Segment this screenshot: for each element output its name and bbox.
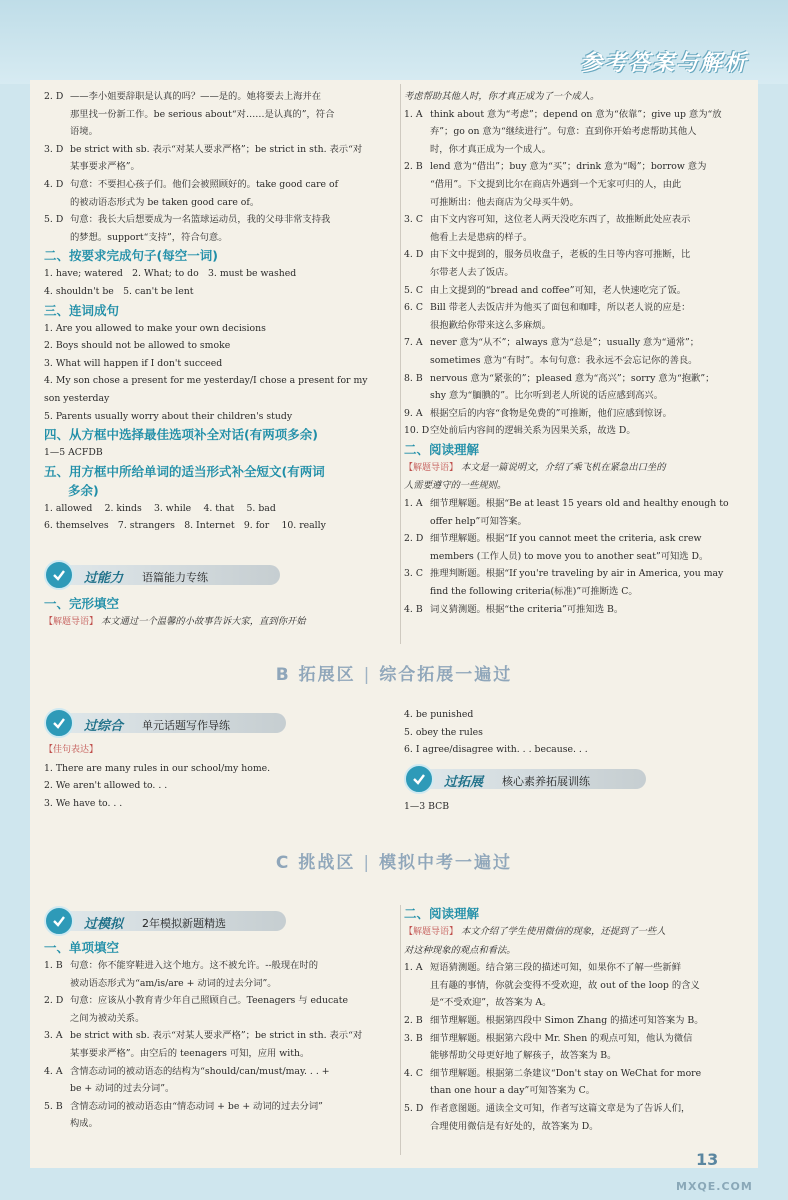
guide-text-2: 对这种现象的观点和看法。 <box>404 944 516 956</box>
header-title: 参考答案与解析 <box>579 51 748 76</box>
answer-number: 2. B <box>404 161 423 173</box>
answer-line: son yesterday <box>44 392 110 404</box>
section-title-single-choice: 一、单项填空 <box>44 940 120 955</box>
answer-line: 4. shouldn't be 5. can't be lent <box>44 285 194 297</box>
check-badge-icon <box>44 560 74 590</box>
guide-text: 本文通过一个温馨的小故事告诉大家，直到你开始 <box>100 616 306 627</box>
guide-tag: 【解题导语】 <box>44 617 99 627</box>
answer-line: 5. obey the rules <box>404 726 483 738</box>
answer-number: 2. D <box>44 91 64 102</box>
guide-tag: 【解题导语】 <box>404 462 459 473</box>
answer-number: 5. C <box>404 284 423 296</box>
guide-text-2: 人需要遵守的一些规则。 <box>404 480 507 492</box>
answer-number: 5. D <box>404 1102 424 1114</box>
cloze-guide <box>44 613 392 632</box>
banner-name: 过综合 <box>84 719 124 734</box>
answer-item <box>404 282 750 300</box>
right-column-top <box>404 88 750 618</box>
answer-lines <box>44 444 392 462</box>
answer-item <box>404 158 750 211</box>
section-title-dialogue: 四、从方框中选择最佳选项补全对话(有两项多余) <box>44 427 318 443</box>
answer-line: 3. We have to. . . <box>44 797 123 809</box>
zone-letter: C <box>275 853 291 873</box>
watermark-text: MXQE.COM <box>676 1180 753 1193</box>
extension-answer-text: 1—3 BCB <box>404 801 450 812</box>
answer-text: think about 意为“考虑”；depend on 意为“依靠”；give up 意为“放 <box>430 108 722 120</box>
banner-ability <box>44 560 284 590</box>
answer-text: 句意：我长大后想要成为一名篮球运动员，我的父母非常支持我 <box>70 214 331 226</box>
extension-answer <box>404 798 750 816</box>
answer-item <box>404 601 750 619</box>
answer-number: 3. D <box>44 143 64 155</box>
answer-text: 句意：不要担心孩子们。他们会被照顾好的。take good care of <box>70 178 339 190</box>
answer-text: 细节理解题。根据“If you cannot meet the criteria, ask crew <box>430 533 702 545</box>
answer-line: 1. There are many rules in our school/my home. <box>44 762 271 774</box>
column-divider-bottom <box>400 905 401 1155</box>
answer-text: 句意：你不能穿鞋进入这个地方。这不被允许。--般现在时的 <box>70 960 319 971</box>
section-title-cloze: 一、完形填空 <box>44 596 120 611</box>
banner-name: 过模拟 <box>84 917 124 932</box>
left-column-bottom <box>44 938 392 1133</box>
answer-text: 细节理解题。根据“Be at least 15 years old and healthy enough to <box>430 498 729 510</box>
answer-item <box>404 405 750 423</box>
answer-list <box>404 495 750 618</box>
answer-line: 2. Boys should not be allowed to smoke <box>44 340 231 352</box>
answer-number: 4. D <box>404 249 424 261</box>
answer-text: 由下文中提到的，服务员收盘子，老板的生日等内容可推断，比 <box>430 249 691 261</box>
guide-text-1: 本文是一篇说明文，介绍了乘飞机在紧急出口坐的 <box>460 461 666 473</box>
zone-slogan: 综合拓展一遍过 <box>379 665 513 685</box>
column-divider-top <box>400 84 401 644</box>
banner-name: 过能力 <box>84 571 124 586</box>
answer-item <box>404 530 750 565</box>
section-title-word-forms: 五、用方框中所给单词的适当形式补全短文(有两词 <box>44 463 325 479</box>
writing-guide-cont <box>404 706 750 759</box>
answer-text: 空处前后内容间的逻辑关系为因果关系，故选 D。 <box>430 425 636 437</box>
section-title-word-forms-cont: 多余) <box>68 482 99 498</box>
answer-item <box>44 211 392 246</box>
answer-number: 5. D <box>44 214 64 226</box>
answer-line: 5. Parents usually worry about their children's study <box>44 410 293 422</box>
section-title-sentence-building: 三、连词成句 <box>44 302 120 318</box>
banner-subtitle: 2年模拟新题精选 <box>142 917 226 930</box>
answer-text: “借用”。下文提到比尔在商店外遇到一个无家可归的人，由此 <box>430 178 682 190</box>
answer-text: 的被动语态形式为 be taken good care of。 <box>70 196 260 208</box>
banner-subtitle: 核心素养拓展训练 <box>502 775 590 788</box>
answer-text: members (工作人员) to move you to another seat”可知选 D。 <box>430 550 709 562</box>
answer-text: 细节理解题。根据第二条建议“Don't stay on WeChat for more <box>430 1067 702 1079</box>
answer-number: 1. B <box>44 960 63 971</box>
answer-number: 8. B <box>404 372 423 384</box>
answer-text: 某事要求严格”。 <box>70 161 140 173</box>
answer-number: 4. A <box>44 1065 63 1077</box>
answer-item <box>44 1063 392 1098</box>
answer-number: 4. D <box>44 178 64 190</box>
section-title-reading: 二、阅读理解 <box>404 441 480 457</box>
answer-list <box>404 959 750 1135</box>
answer-number: 7. A <box>404 337 423 349</box>
answer-line: 1. have; watered 2. What; to do 3. must be washed <box>44 268 297 280</box>
reading-guide-2 <box>404 923 750 959</box>
answer-text: 构成。 <box>70 1118 98 1130</box>
answer-item <box>44 88 392 141</box>
answer-text: than one hour a day”可知答案为 C。 <box>430 1085 596 1097</box>
answer-item <box>44 1027 392 1062</box>
answer-item <box>44 176 392 211</box>
banner-extension <box>404 764 644 794</box>
answer-text: 语境。 <box>70 126 98 138</box>
answer-line: 1—5 ACFDB <box>44 447 103 459</box>
answer-text: nervous 意为“紧张的”；pleased 意为“高兴”；sorry 意为“抱歉”； <box>430 372 715 384</box>
answer-list <box>404 106 750 440</box>
answer-line: 6. themselves 7. strangers 8. Internet 9. for 10. really <box>44 520 326 532</box>
check-badge-icon <box>44 708 74 738</box>
answer-number: 3. C <box>404 568 423 580</box>
zone-name: 拓展区 <box>298 665 356 685</box>
answer-text: 且有趣的事情，你就会变得不受欢迎，故 out of the loop 的含义 <box>430 979 700 991</box>
answer-text: ——李小姐要辞职是认真的吗？——是的。她将要去上海并在 <box>70 91 322 102</box>
answer-number: 4. C <box>404 1067 423 1079</box>
answer-item <box>404 1100 750 1135</box>
answer-text: 被动语态形式为“am/is/are + 动词的过去分词”。 <box>70 977 277 989</box>
good-sentence-tag: 【佳句表达】 <box>44 745 99 755</box>
answer-text: 句意：应该从小教育青少年自己照顾自己。Teenagers 与 educate <box>70 995 348 1007</box>
answer-text: 那里找一份新工作。be serious about“对……是认真的”，符合 <box>70 108 335 120</box>
guide-tag: 【解题导语】 <box>404 927 459 937</box>
answer-item <box>404 1030 750 1065</box>
answer-text: 他看上去是患病的样子。 <box>430 231 533 243</box>
writing-guide <box>44 742 392 812</box>
answer-number: 1. A <box>404 498 423 510</box>
answer-item <box>404 211 750 246</box>
answer-text: never 意为“从不”；always 意为“总是”；usually 意为“通常”； <box>430 337 700 349</box>
answer-number: 6. C <box>404 302 423 314</box>
banner-subtitle: 语篇能力专练 <box>142 571 208 584</box>
cloze-section <box>44 594 392 632</box>
answer-line: 1. Are you allowed to make your own decisions <box>44 322 266 334</box>
answer-text: 弃”；go on 意为“继续进行”。句意：直到你开始考虑帮助其他人 <box>430 126 697 138</box>
answer-text: offer help”可知答案。 <box>430 515 527 527</box>
answer-item <box>404 1065 750 1100</box>
answer-text: be strict with sb. 表示“对某人要求严格”；be strict in sth. 表示“对 <box>70 143 363 155</box>
answer-text: Bill 带老人去饭店并为他买了面包和咖啡，所以老人说的应是： <box>430 302 691 314</box>
zone-c-title: C 挑战区 | 模拟中考一遍过 <box>275 853 513 873</box>
answer-number: 4. B <box>404 603 423 615</box>
footer-band <box>0 1168 788 1200</box>
answer-text: 很抱歉给你带来这么多麻烦。 <box>430 319 551 331</box>
answer-text: 时，你才真正成为一个成人。 <box>430 143 551 155</box>
answer-text: 由下文内容可知，这位老人两天没吃东西了，故推断此处应表示 <box>430 214 691 226</box>
answer-text: 由上文提到的“bread and coffee”可知，老人快速吃完了饭。 <box>430 284 687 296</box>
answer-list <box>44 957 392 1133</box>
answer-list <box>44 88 392 246</box>
answer-item <box>404 1012 750 1030</box>
answer-item <box>404 334 750 369</box>
answer-item <box>44 141 392 176</box>
answer-line: 4. My son chose a present for me yesterday/I chose a present for my <box>44 375 368 387</box>
answer-number: 2. D <box>404 533 424 545</box>
answer-line: 6. I agree/disagree with. . . because. . . <box>404 744 588 756</box>
answer-line: 1. allowed 2. kinds 3. while 4. that 5. bad <box>44 502 276 514</box>
answer-text: find the following criteria(标准)”可推断选 C。 <box>430 586 638 598</box>
answer-item <box>44 957 392 992</box>
answer-text: 能够帮助父母更好地了解孩子，故答案为 B。 <box>430 1050 617 1062</box>
answer-text: 细节理解题。根据第六段中 Mr. Shen 的观点可知，他认为微信 <box>430 1032 693 1044</box>
answer-number: 9. A <box>404 407 423 419</box>
answer-item <box>404 370 750 405</box>
check-badge-icon <box>44 906 74 936</box>
answer-number: 2. B <box>404 1014 423 1026</box>
answer-text: 含情态动词的被动语态由“情态动词 + be + 动词的过去分词” <box>70 1100 323 1112</box>
answer-number: 5. B <box>44 1100 63 1112</box>
check-badge-icon <box>404 764 434 794</box>
answer-item <box>404 495 750 530</box>
answer-text: 短语猜测题。结合第三段的描述可知，如果你不了解一些新鲜 <box>430 962 682 974</box>
answer-lines <box>44 500 392 535</box>
answer-item <box>404 299 750 334</box>
reading-guide <box>404 459 750 495</box>
answer-number: 2. D <box>44 995 64 1007</box>
answer-text: sometimes 意为“有时”。本句句意：我永远不会忘记你的善良。 <box>430 354 698 366</box>
page-number: 13 <box>696 1150 719 1169</box>
answer-item <box>404 422 750 440</box>
right-column-bottom <box>404 904 750 1135</box>
answer-number: 1. A <box>404 108 423 120</box>
answer-text: 之间为被动关系。 <box>70 1012 145 1024</box>
answer-item <box>404 959 750 1012</box>
answer-item <box>404 565 750 600</box>
answer-number: 10. D <box>404 425 430 437</box>
answer-number: 3. A <box>44 1030 63 1042</box>
answer-text: 某事要求严格”。由空后的 teenagers 可知，应用 with。 <box>70 1047 310 1059</box>
answer-line: 3. What will happen if I don't succeed <box>44 357 223 369</box>
answer-text: 词义猜测题。根据“the criteria”可推知选 B。 <box>430 603 624 615</box>
section-title-complete-sentences: 二、按要求完成句子(每空一词) <box>44 248 218 264</box>
answer-lines <box>44 320 392 426</box>
answer-text: be + 动词的过去分词”。 <box>70 1083 175 1095</box>
banner-simulation <box>44 906 284 936</box>
answer-item <box>404 246 750 281</box>
answer-text: 作者意图题。通读全文可知，作者写这篇文章是为了告诉人们， <box>430 1102 691 1114</box>
answer-number: 1. A <box>404 962 423 974</box>
answer-item <box>44 1098 392 1133</box>
zone-b-title: B 拓展区 | 综合拓展一遍过 <box>275 665 513 685</box>
answer-text: 含情态动词的被动语态的结构为“should/can/must/may. . . + <box>70 1065 330 1077</box>
answer-text: be strict with sb. 表示“对某人要求严格”；be strict in sth. 表示“对 <box>70 1030 363 1042</box>
guide-text-1: 本文介绍了学生使用微信的现象，还提到了一些人 <box>460 926 666 937</box>
banner-name: 过拓展 <box>444 775 484 790</box>
banner-subtitle: 单元话题写作导练 <box>142 719 230 732</box>
section-title-reading-2: 二、阅读理解 <box>404 906 480 921</box>
answer-text: shy 意为“腼腆的”。比尔听到老人所说的话应感到高兴。 <box>430 390 664 402</box>
left-column-top <box>44 88 392 535</box>
zone-letter: B <box>275 665 291 685</box>
answer-text: 是“不受欢迎”，故答案为 A。 <box>430 997 552 1009</box>
answer-lines <box>404 706 750 759</box>
zone-slogan: 模拟中考一遍过 <box>379 853 513 873</box>
answer-lines <box>44 760 392 813</box>
zone-name: 挑战区 <box>298 853 356 873</box>
answer-line: 2. We aren't allowed to. . . <box>44 780 168 792</box>
continued-guide: 考虑帮助其他人时，你才真正成为了一个成人。 <box>404 91 600 102</box>
answer-text: 的梦想。support“支持”，符合句意。 <box>70 231 228 243</box>
answer-number: 3. C <box>404 214 423 226</box>
banner-comprehensive <box>44 708 284 738</box>
answer-text: lend 意为“借出”；buy 意为“买”；drink 意为“喝”；borrow 意为 <box>430 161 707 173</box>
answer-lines <box>44 265 392 300</box>
answer-item <box>44 992 392 1027</box>
answer-text: 可推断出：他去商店为父母买牛奶。 <box>430 196 579 208</box>
answer-number: 3. B <box>404 1032 423 1044</box>
answer-text: 推理判断题。根据“If you're traveling by air in America, you may <box>430 568 724 580</box>
answer-text: 根据空后的内容“食物是免费的”可推断，他们应感到惊讶。 <box>430 407 672 419</box>
answer-text: 尔带老人去了饭店。 <box>430 266 514 278</box>
answer-item <box>404 106 750 159</box>
answer-text: 细节理解题。根据第四段中 Simon Zhang 的描述可知答案为 B。 <box>430 1014 704 1026</box>
answer-text: 合理使用微信是有好处的，故答案为 D。 <box>430 1120 599 1132</box>
answer-line: 4. be punished <box>404 709 474 720</box>
